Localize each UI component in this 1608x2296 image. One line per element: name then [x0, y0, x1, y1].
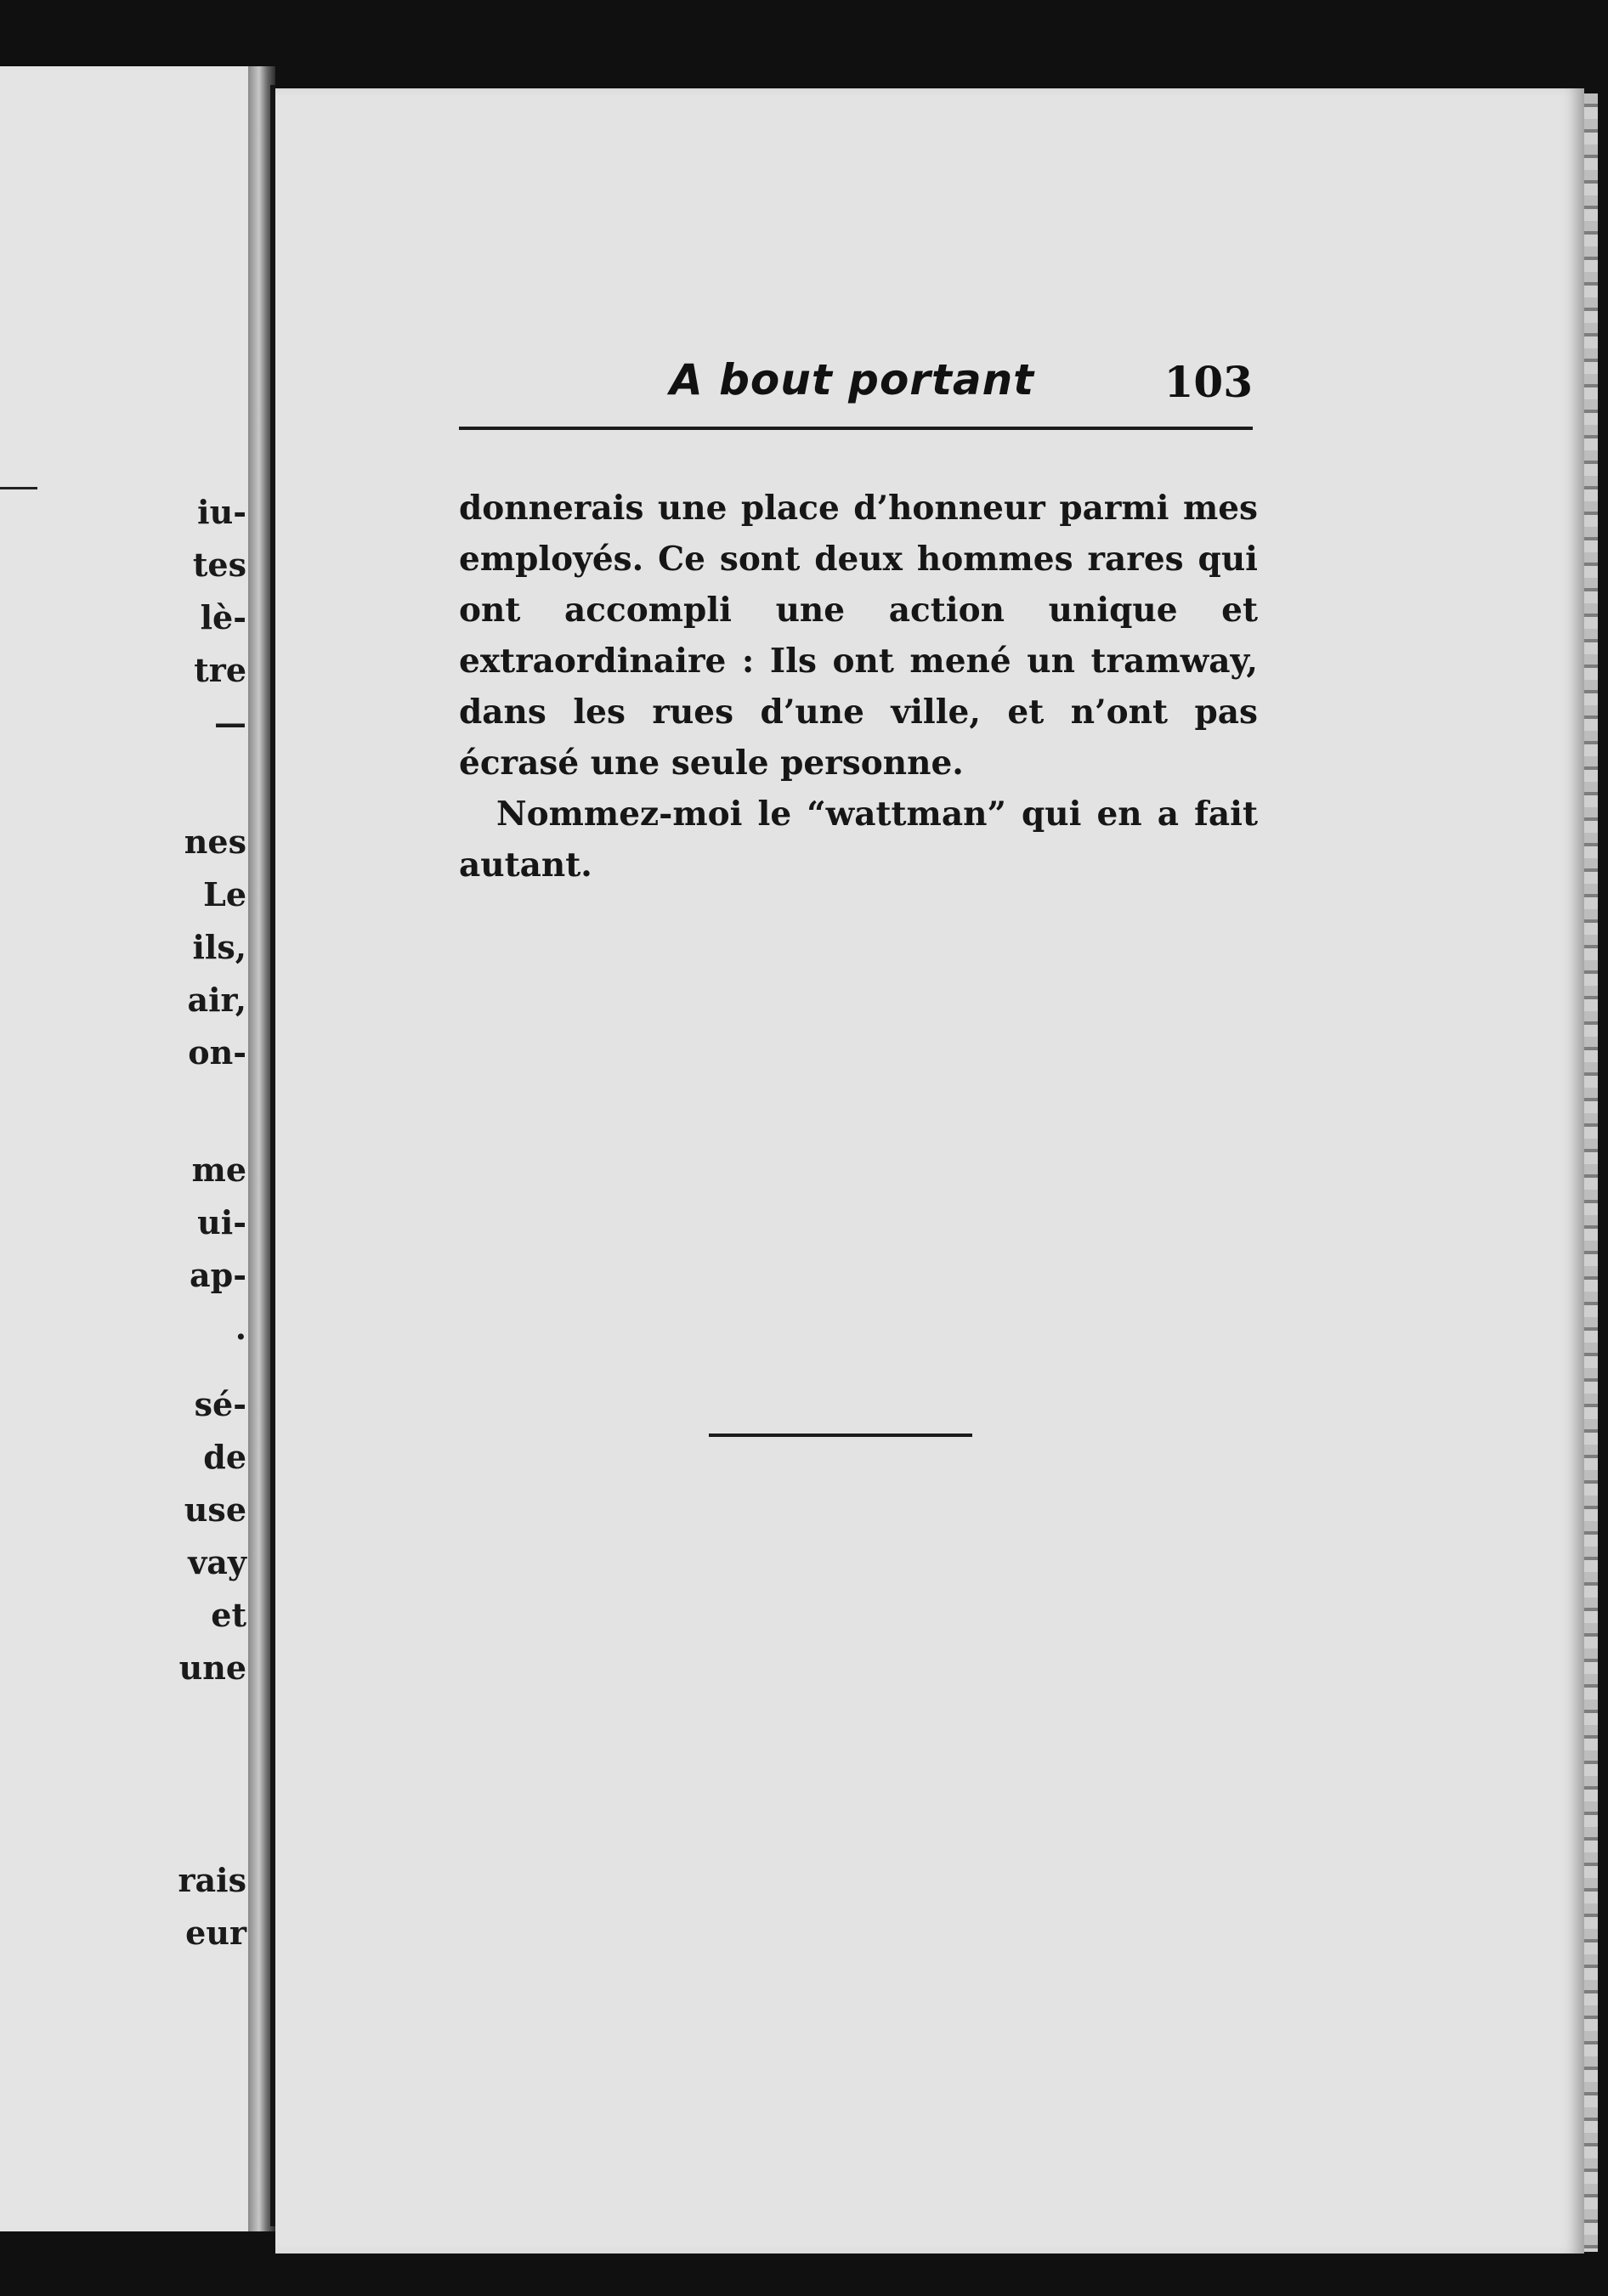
left-text-fragment: eur — [185, 1914, 246, 1952]
left-text-fragment: me — [191, 1151, 246, 1189]
left-text-fragment: tre — [194, 651, 246, 689]
page-edge — [1584, 93, 1598, 2252]
previous-page — [0, 66, 255, 2231]
running-header — [459, 355, 1253, 423]
left-text-fragment: rais — [178, 1861, 246, 1899]
left-text-fragment: ui- — [197, 1203, 246, 1241]
left-text-fragment: iu- — [197, 493, 246, 531]
header-rule — [459, 427, 1253, 430]
end-rule — [709, 1434, 972, 1437]
body-text — [459, 483, 1258, 891]
left-text-fragment: on- — [188, 1033, 246, 1072]
page-number: 103 — [1164, 357, 1253, 407]
left-text-fragment: une — [178, 1648, 246, 1687]
left-text-fragment: ils, — [192, 928, 246, 966]
left-text-fragment: vay — [188, 1543, 246, 1581]
left-text-fragment: . — [235, 1309, 246, 1347]
left-text-fragment: air, — [187, 981, 246, 1019]
left-text-fragment: ap- — [190, 1256, 246, 1294]
left-text-fragment: lè- — [200, 598, 246, 636]
left-text-fragment: et — [211, 1596, 246, 1634]
paragraph: donnerais une place d’honneur parmi mes employés. Ce sont deux hommes rares qui ont accompli une action unique et extraordinaire : Ils ont mené un tramway, dans les rues d’une ville, et n’ont pas écrasé une seule personne. — [459, 489, 1258, 783]
left-page-rule — [0, 487, 37, 489]
paragraph: Nommez-moi le “wattman” qui en a fait autant. — [459, 795, 1258, 885]
running-title: A bout portant — [670, 355, 1035, 404]
left-text-fragment: de — [203, 1438, 246, 1476]
left-text-fragment: Le — [203, 875, 246, 913]
left-text-fragment: sé- — [194, 1385, 246, 1423]
left-text-fragment: — — [214, 704, 246, 742]
left-text-fragment: use — [184, 1490, 246, 1529]
left-text-fragment: tes — [192, 546, 246, 584]
left-text-fragment: nes — [184, 823, 246, 861]
